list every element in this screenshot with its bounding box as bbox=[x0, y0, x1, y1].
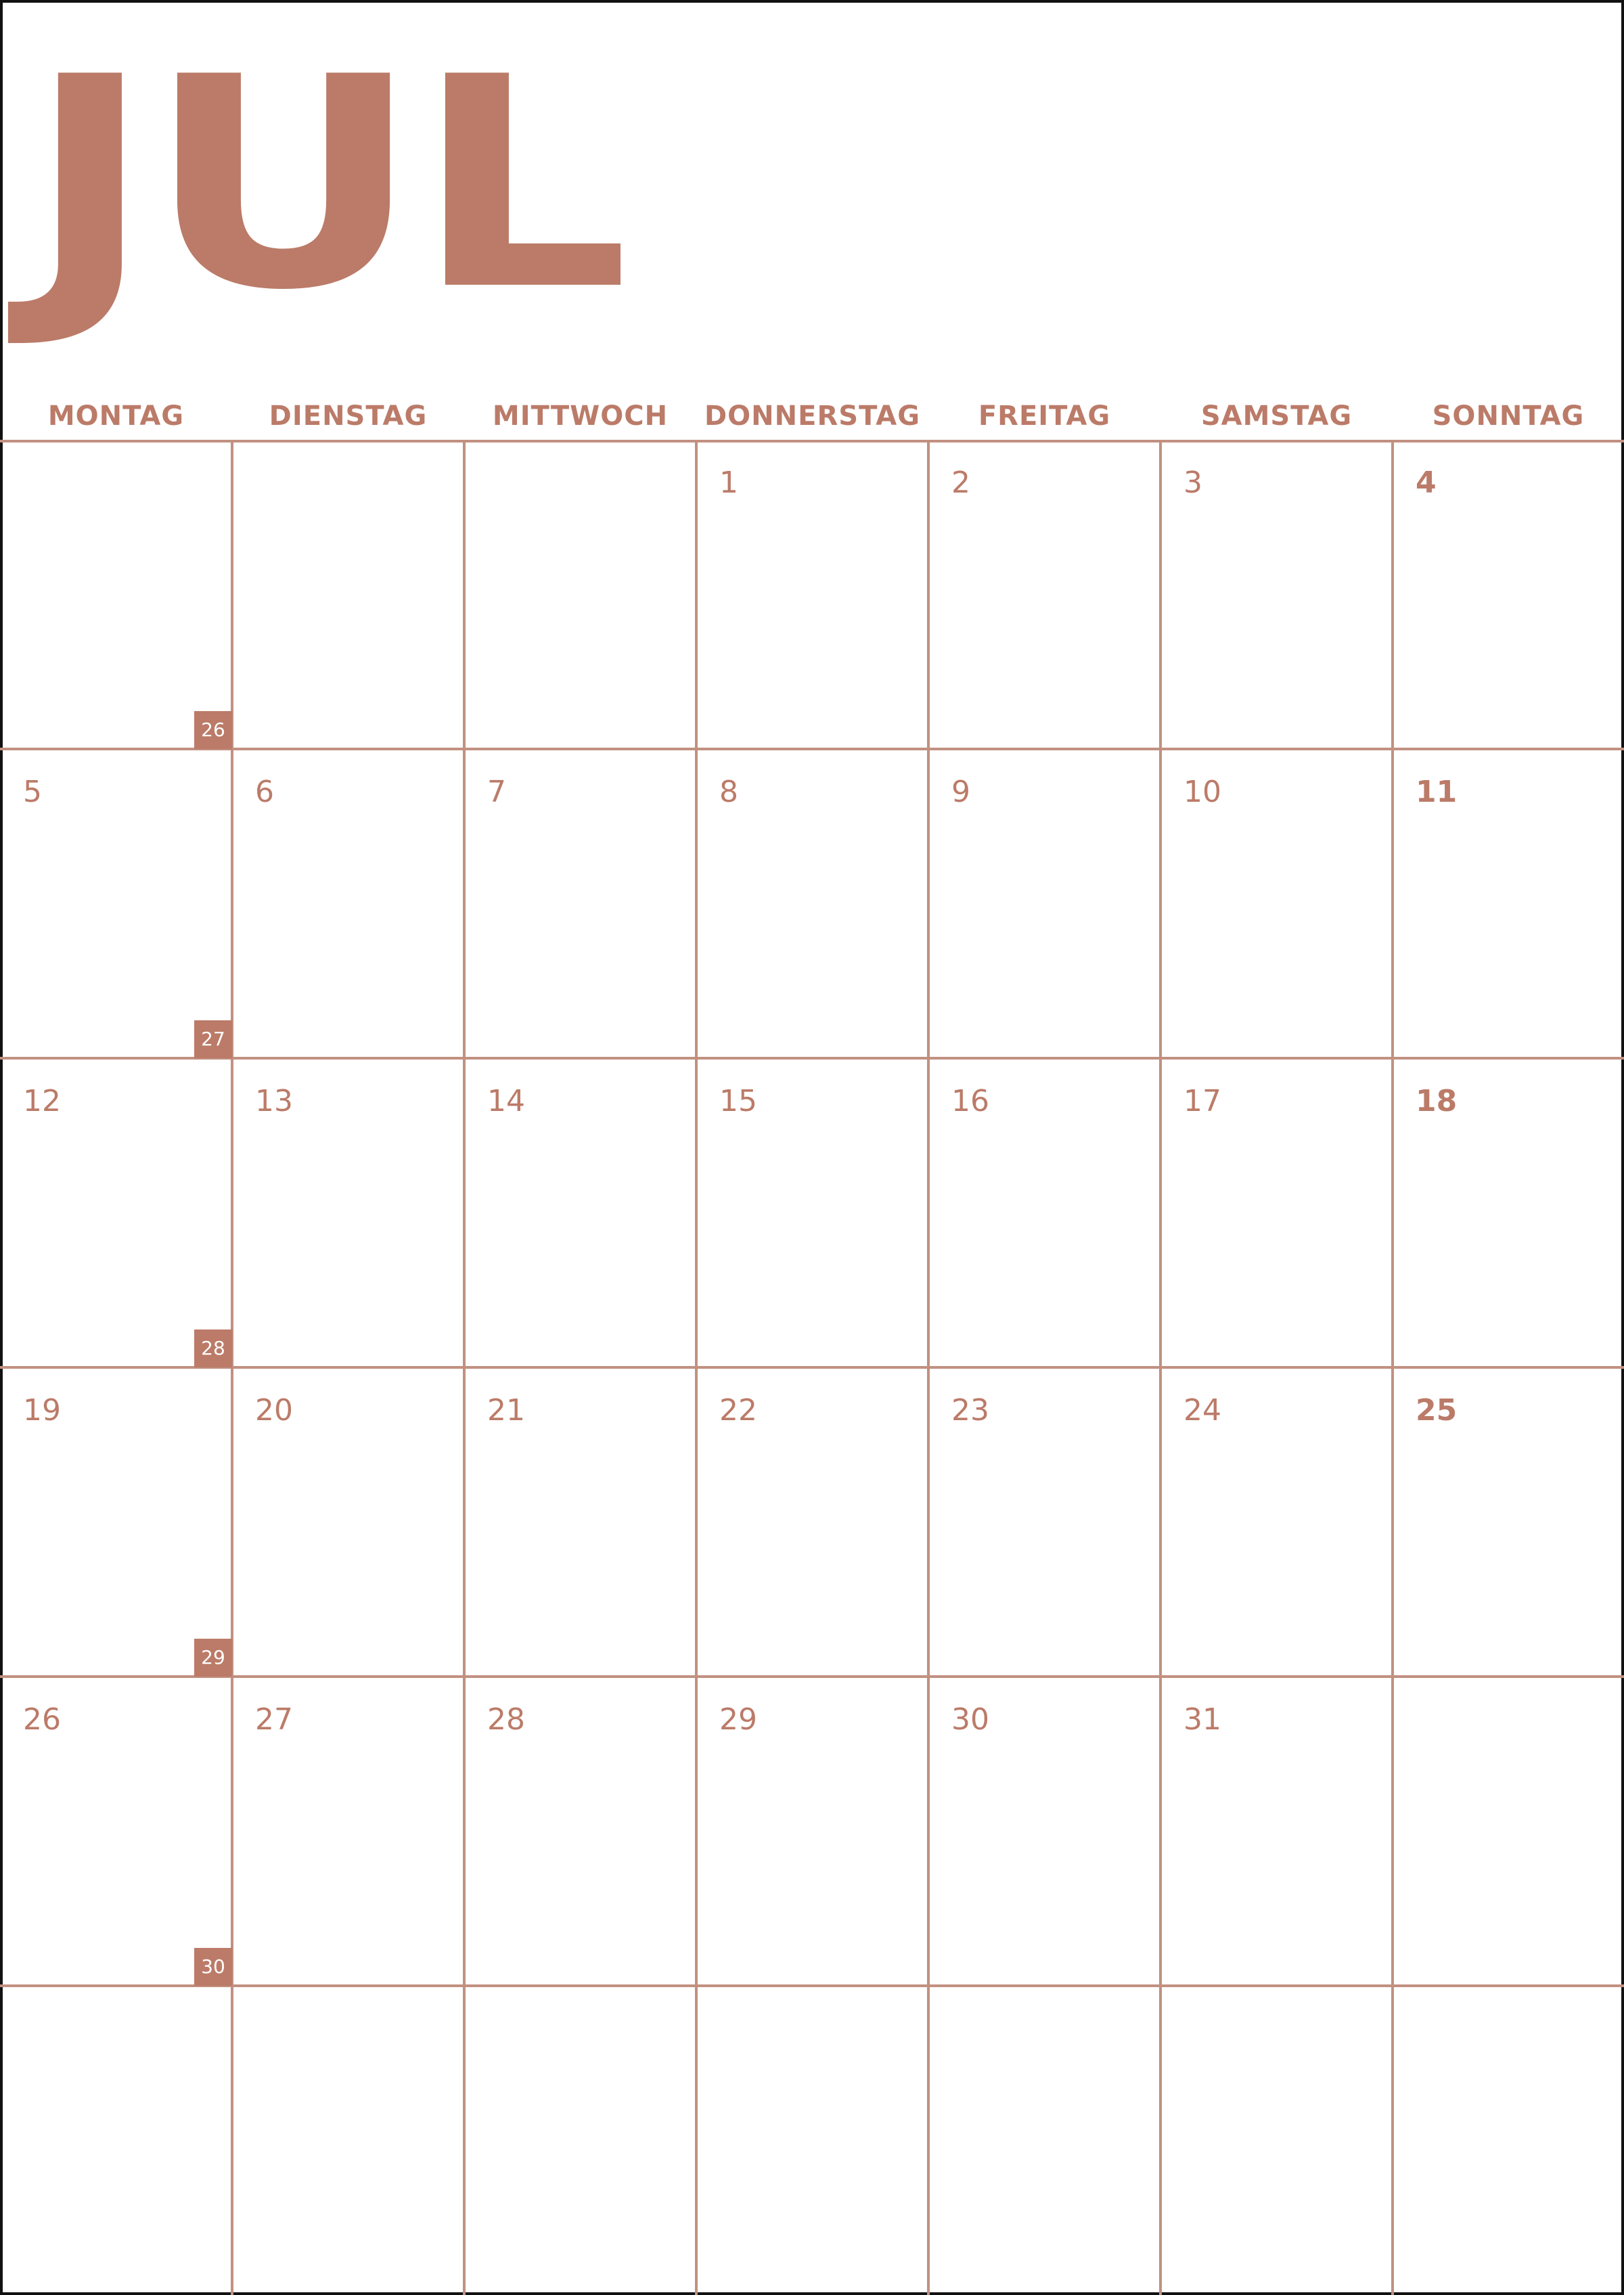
day-number: 24 bbox=[1183, 1393, 1221, 1428]
day-cell[interactable] bbox=[1393, 440, 1624, 749]
day-cell[interactable] bbox=[0, 1986, 232, 2295]
day-cell[interactable] bbox=[696, 749, 928, 1058]
day-number: 19 bbox=[23, 1393, 61, 1428]
day-cell[interactable] bbox=[928, 1367, 1160, 1677]
day-number: 10 bbox=[1183, 775, 1221, 809]
weekday-montag: MONTAG bbox=[47, 401, 185, 432]
day-cell[interactable] bbox=[1160, 1367, 1393, 1677]
day-cell[interactable] bbox=[0, 749, 232, 1058]
day-number: 21 bbox=[487, 1393, 525, 1428]
week-number-badge: 27 bbox=[194, 1020, 232, 1058]
weekday-donnerstag: DONNERSTAG bbox=[704, 401, 921, 432]
day-number: 28 bbox=[487, 1702, 525, 1737]
day-cell[interactable] bbox=[1393, 749, 1624, 1058]
day-cell[interactable] bbox=[232, 1986, 464, 2295]
weekday-dienstag: DIENSTAG bbox=[269, 401, 428, 432]
day-number: 15 bbox=[719, 1084, 757, 1118]
day-cell[interactable] bbox=[696, 1058, 928, 1367]
day-cell[interactable] bbox=[464, 1058, 696, 1367]
day-cell[interactable] bbox=[0, 1677, 232, 1986]
week-number-badge: 30 bbox=[194, 1948, 232, 1986]
day-cell[interactable] bbox=[464, 1986, 696, 2295]
week-number-badge: 28 bbox=[194, 1330, 232, 1367]
day-number: 9 bbox=[951, 775, 970, 809]
day-cell[interactable] bbox=[928, 1677, 1160, 1986]
day-cell[interactable] bbox=[232, 1058, 464, 1367]
day-cell[interactable] bbox=[464, 749, 696, 1058]
day-cell[interactable] bbox=[232, 1367, 464, 1677]
day-number: 31 bbox=[1183, 1702, 1221, 1737]
day-number: 25 bbox=[1416, 1393, 1458, 1428]
weekday-header-row bbox=[0, 392, 1624, 440]
day-number: 12 bbox=[23, 1084, 61, 1118]
day-number: 30 bbox=[951, 1702, 989, 1737]
day-number: 22 bbox=[719, 1393, 757, 1428]
day-number: 1 bbox=[719, 465, 738, 500]
day-cell[interactable] bbox=[696, 1986, 928, 2295]
week-number-badge: 29 bbox=[194, 1639, 232, 1677]
calendar-grid bbox=[0, 440, 1624, 2295]
day-number: 14 bbox=[487, 1084, 525, 1118]
day-cell[interactable] bbox=[696, 1677, 928, 1986]
day-cell[interactable] bbox=[0, 1058, 232, 1367]
day-number: 18 bbox=[1416, 1084, 1458, 1118]
day-cell[interactable] bbox=[1160, 1986, 1393, 2295]
day-cell[interactable] bbox=[232, 1677, 464, 1986]
day-cell[interactable] bbox=[232, 749, 464, 1058]
day-cell[interactable] bbox=[928, 1058, 1160, 1367]
weekday-samstag: SAMSTAG bbox=[1200, 401, 1353, 432]
day-number: 13 bbox=[255, 1084, 293, 1118]
day-number: 4 bbox=[1416, 465, 1437, 500]
day-cell[interactable] bbox=[1160, 1058, 1393, 1367]
day-number: 2 bbox=[951, 465, 970, 500]
day-number: 6 bbox=[255, 775, 274, 809]
day-cell[interactable] bbox=[1160, 440, 1393, 749]
day-number: 27 bbox=[255, 1702, 293, 1737]
day-cell[interactable] bbox=[1160, 1677, 1393, 1986]
day-cell[interactable] bbox=[0, 1367, 232, 1677]
day-cell[interactable] bbox=[928, 749, 1160, 1058]
weekday-mittwoch: MITTWOCH bbox=[492, 401, 669, 432]
day-cell[interactable] bbox=[464, 1677, 696, 1986]
week-number-badge: 26 bbox=[194, 711, 232, 749]
day-number: 23 bbox=[951, 1393, 989, 1428]
weekday-sonntag: SONNTAG bbox=[1432, 401, 1585, 432]
day-number: 16 bbox=[951, 1084, 989, 1118]
day-number: 5 bbox=[23, 775, 42, 809]
day-cell[interactable] bbox=[232, 440, 464, 749]
day-number: 8 bbox=[719, 775, 738, 809]
day-number: 11 bbox=[1416, 775, 1458, 809]
month-title: JUL bbox=[27, 14, 623, 354]
day-number: 29 bbox=[719, 1702, 757, 1737]
day-number: 26 bbox=[23, 1702, 61, 1737]
weekday-freitag: FREITAG bbox=[978, 401, 1111, 432]
day-number: 20 bbox=[255, 1393, 293, 1428]
day-cell[interactable] bbox=[696, 440, 928, 749]
day-cell[interactable] bbox=[464, 1367, 696, 1677]
day-number: 3 bbox=[1183, 465, 1202, 500]
day-cell[interactable] bbox=[1393, 1058, 1624, 1367]
day-number: 17 bbox=[1183, 1084, 1221, 1118]
day-cell[interactable] bbox=[928, 440, 1160, 749]
day-cell[interactable] bbox=[1393, 1677, 1624, 1986]
day-cell[interactable] bbox=[1160, 749, 1393, 1058]
day-cell[interactable] bbox=[1393, 1986, 1624, 2295]
day-cell[interactable] bbox=[0, 440, 232, 749]
day-cell[interactable] bbox=[696, 1367, 928, 1677]
day-number: 7 bbox=[487, 775, 506, 809]
day-cell[interactable] bbox=[1393, 1367, 1624, 1677]
day-cell[interactable] bbox=[928, 1986, 1160, 2295]
day-cell[interactable] bbox=[464, 440, 696, 749]
